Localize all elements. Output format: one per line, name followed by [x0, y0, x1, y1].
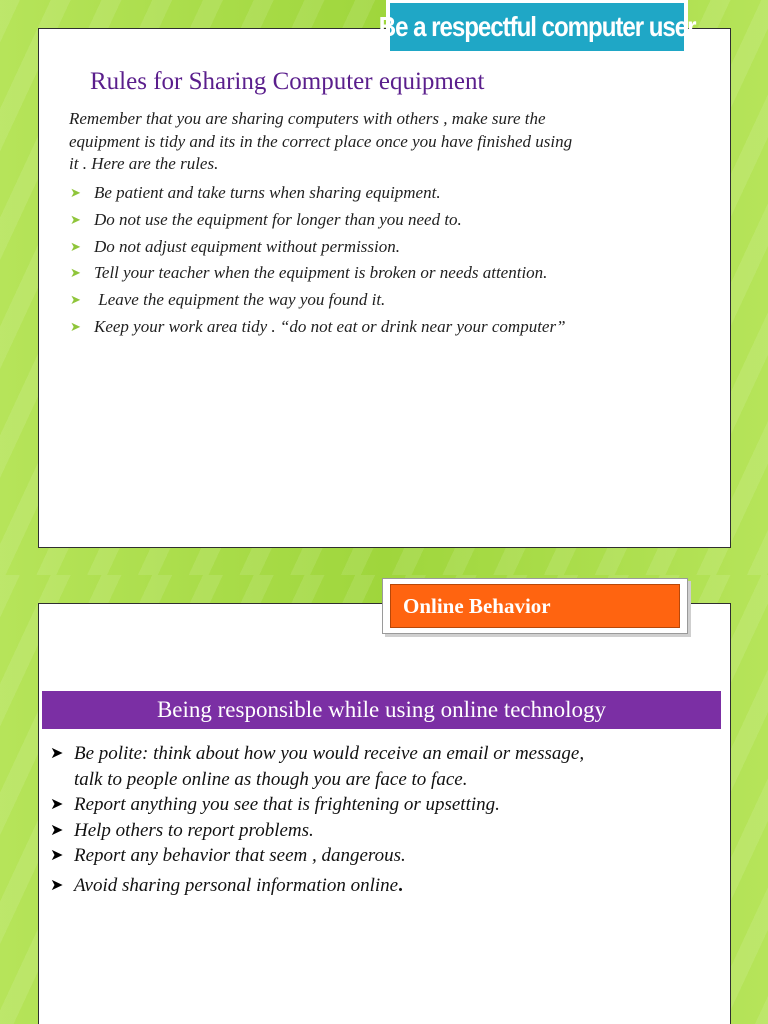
arrow-bullet-icon: ➤ — [70, 318, 81, 334]
intro-line: equipment is tidy and its in the correct place once you have finished using — [69, 131, 573, 151]
arrow-bullet-icon: ➤ — [50, 796, 64, 813]
list-item — [70, 287, 566, 314]
behavior-text: Report anything you see that is frightening or upsetting. — [74, 794, 500, 815]
rule-text: Be patient and take turns when sharing equipment. — [94, 183, 441, 202]
behavior-text: Report any behavior that seem , dangerous. — [74, 845, 406, 866]
arrow-bullet-icon: ➤ — [70, 211, 81, 227]
list-item — [70, 180, 566, 207]
list-item — [50, 843, 730, 869]
behavior-text-line: talk to people online as though you are face to face. — [74, 768, 468, 790]
banner-title: Be a respectful computer user — [378, 11, 696, 42]
list-item — [50, 741, 730, 792]
subheading-text: Being responsible while using online technology — [156, 697, 607, 722]
behavior-text-line: Be polite: think about how you would receive an email or message, — [74, 743, 585, 764]
arrow-bullet-icon: ➤ — [70, 292, 81, 308]
list-item — [70, 314, 566, 341]
subheading-bar — [42, 691, 721, 729]
behavior-text: Help others to report problems. — [74, 819, 314, 841]
rule-text: Tell your teacher when the equipment is broken or needs attention. — [94, 263, 548, 283]
list-item — [50, 818, 730, 844]
intro-line: it . Here are the rules. — [69, 154, 219, 173]
title-banner-fill — [378, 3, 696, 51]
intro-line: Remember that you are sharing computers with others , make sure the — [69, 109, 546, 128]
slide-online-behavior — [0, 575, 768, 1024]
title-banner — [382, 578, 688, 634]
banner-title: Online Behavior — [403, 593, 551, 618]
arrow-bullet-icon: ➤ — [50, 821, 64, 839]
arrow-bullet-icon: ➤ — [50, 847, 64, 864]
rule-text: Do not adjust equipment without permission. — [94, 236, 400, 256]
title-banner-fill — [390, 584, 680, 628]
rule-text: Keep your work area tidy . “do not eat or drink near your computer” — [94, 316, 566, 336]
list-item — [50, 873, 730, 899]
bold-period: . — [398, 874, 403, 896]
arrow-bullet-icon: ➤ — [70, 238, 81, 254]
list-item — [70, 234, 566, 261]
arrow-bullet-icon: ➤ — [50, 745, 64, 762]
behavior-list — [50, 741, 730, 898]
list-item — [70, 207, 566, 234]
list-item — [50, 792, 730, 818]
behavior-text: Avoid sharing personal information online — [74, 874, 399, 896]
rule-text: Leave the equipment the way you found it. — [94, 290, 386, 310]
arrow-bullet-icon: ➤ — [70, 265, 81, 281]
intro-paragraph — [69, 108, 719, 176]
slide-heading: Rules for Sharing Computer equipment — [90, 68, 485, 95]
arrow-bullet-icon: ➤ — [70, 185, 81, 200]
arrow-bullet-icon: ➤ — [50, 876, 64, 894]
list-item — [70, 260, 566, 287]
title-banner — [378, 0, 696, 56]
rule-text: Do not use the equipment for longer than you need to. — [94, 209, 462, 229]
rules-list — [70, 180, 566, 341]
